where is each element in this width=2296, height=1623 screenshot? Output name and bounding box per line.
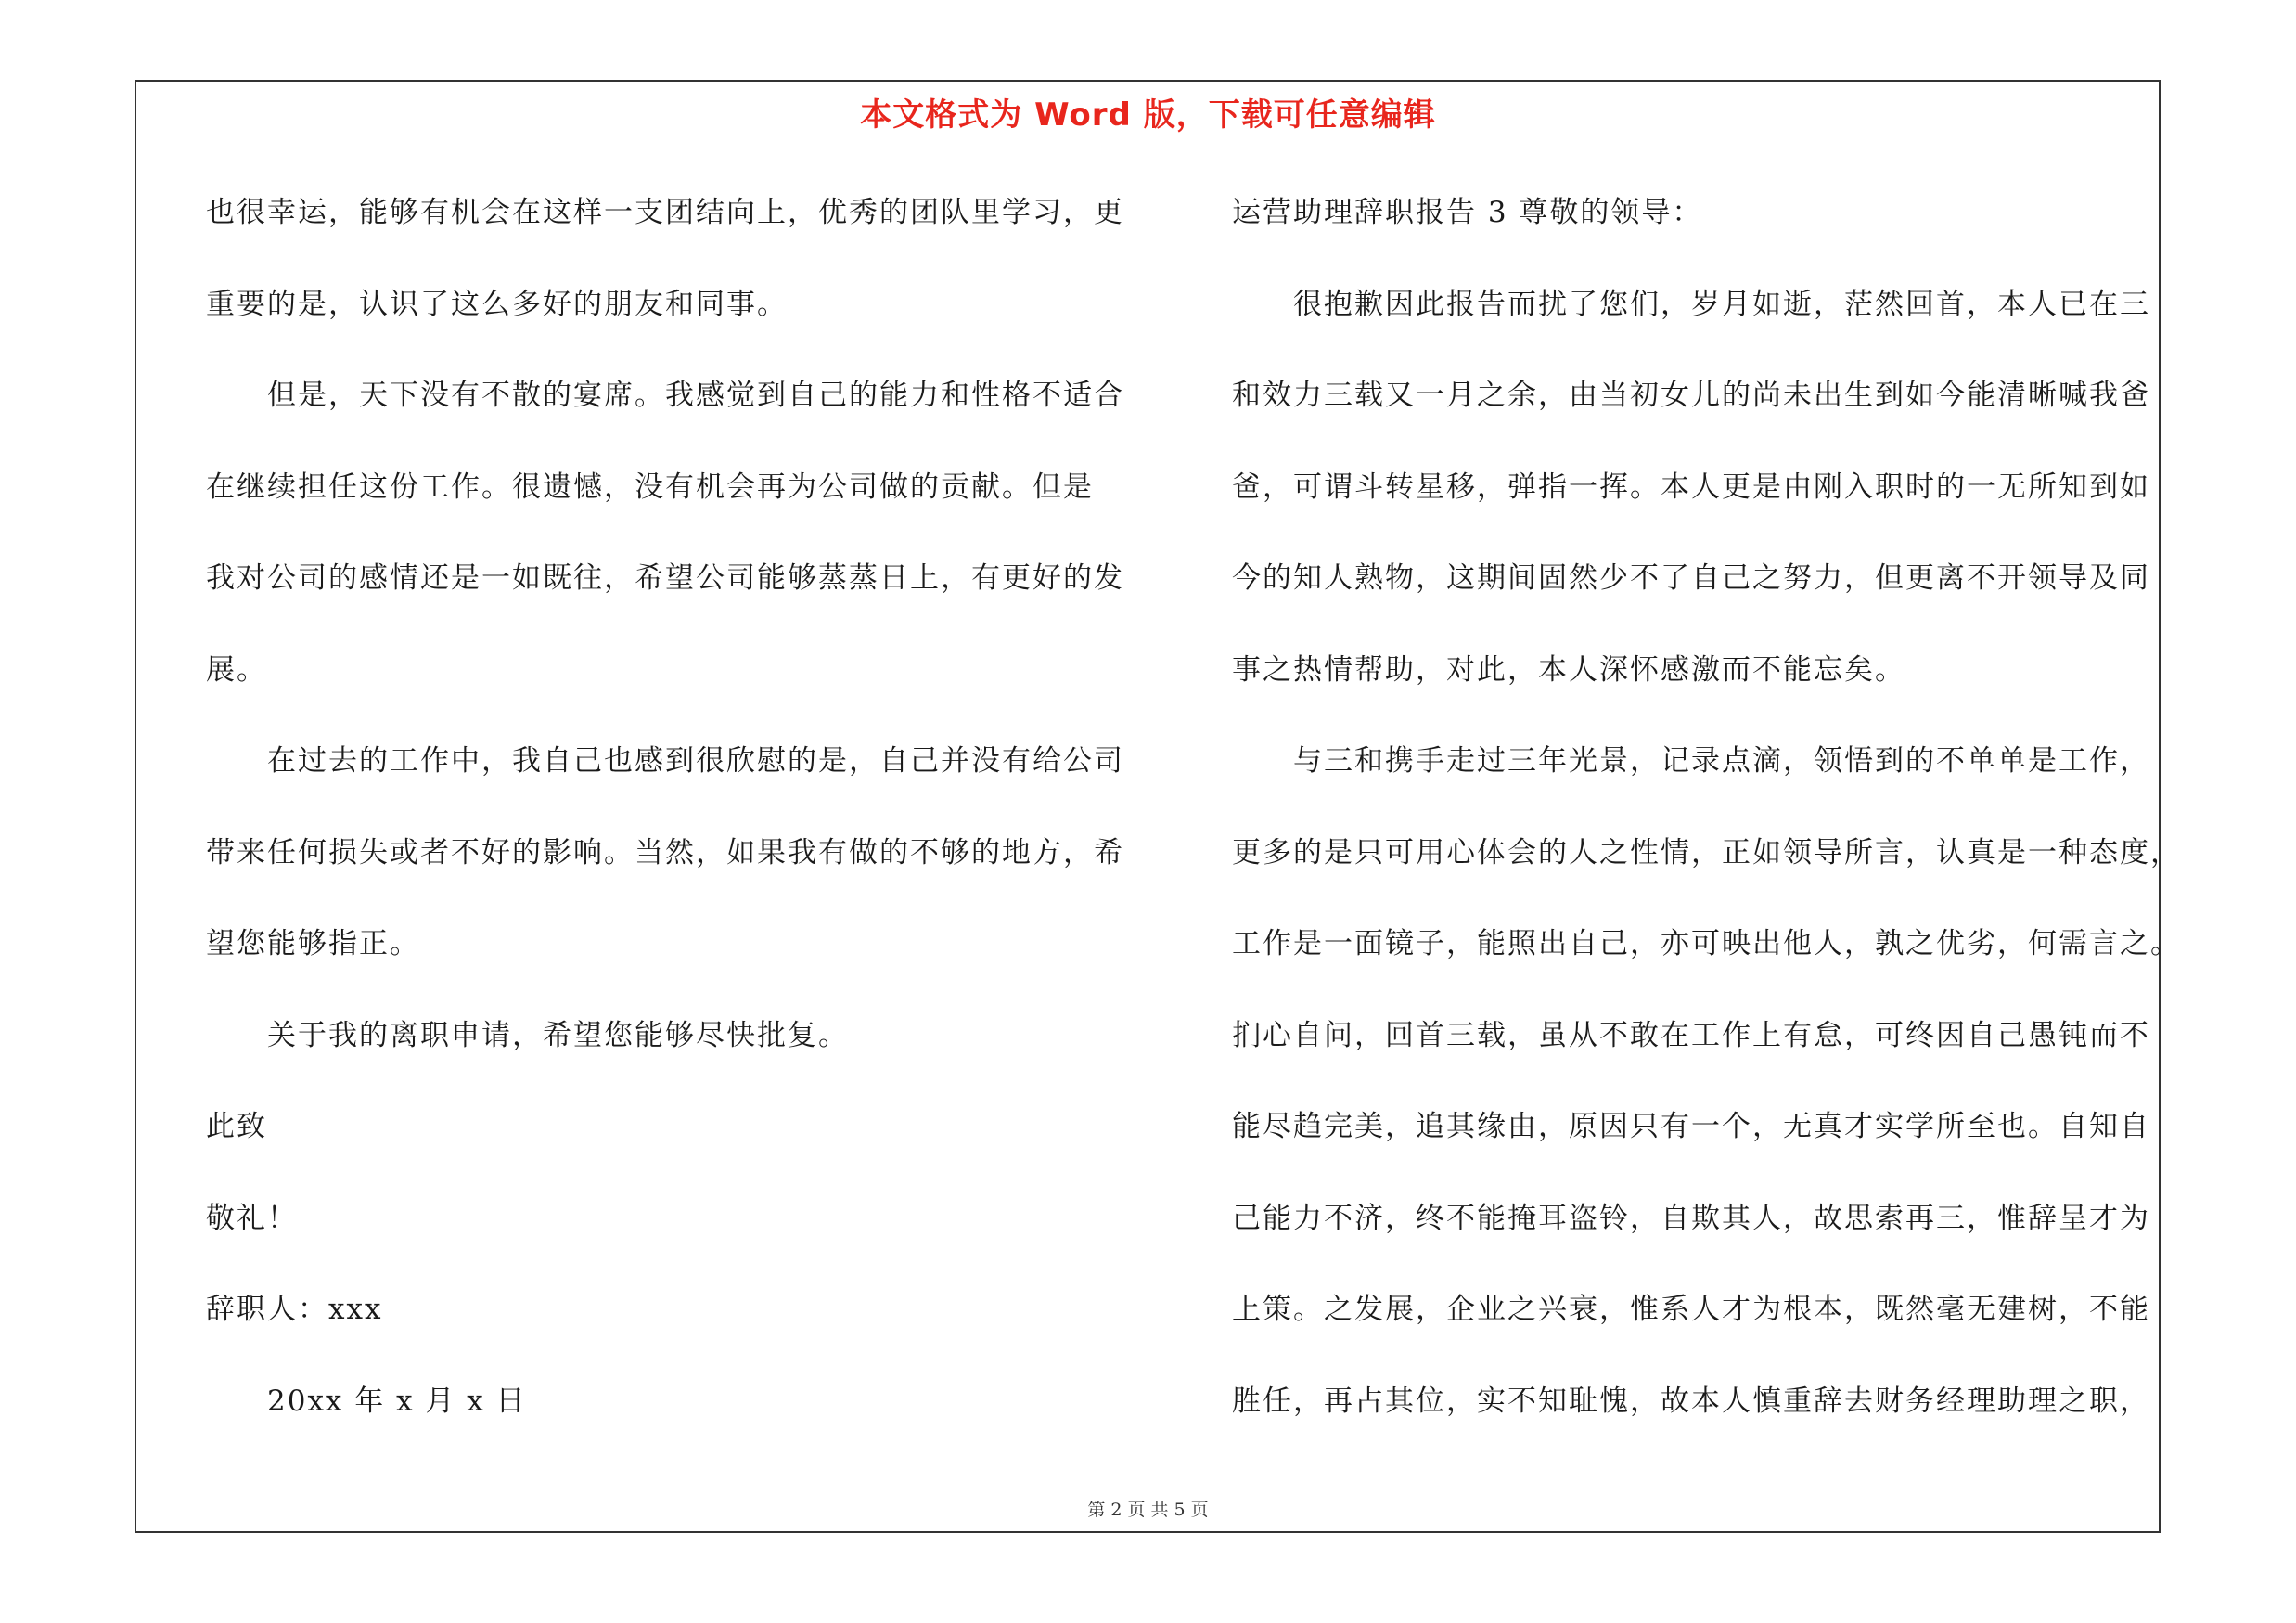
text-line: 也很幸运，能够有机会在这样一支团结向上，优秀的团队里学习，更 <box>206 196 1124 229</box>
text-line: 己能力不济，终不能掩耳盗铃，自欺其人，故思索再三，惟辞呈才为 <box>1232 1201 2150 1235</box>
text-line: 此致 <box>206 1110 267 1143</box>
right-column <box>1232 180 2181 1460</box>
text-line: 与三和携手走过三年光景，记录点滴，领悟到的不单单是工作， <box>1232 744 2150 778</box>
text-line: 今的知人熟物，这期间固然少不了自己之努力，但更离不开领导及同 <box>1232 561 2150 595</box>
text-line: 胜任，再占其位，实不知耻愧，故本人慎重辞去财务经理助理之职， <box>1232 1384 2150 1418</box>
left-column <box>206 180 1134 1460</box>
page-number-footer: 第 2 页 共 5 页 <box>1087 1500 1209 1520</box>
text-line: 扪心自问，回首三载，虽从不敢在工作上有怠，可终因自己愚钝而不 <box>1232 1018 2150 1052</box>
text-line: 工作是一面镜子，能照出自己，亦可映出他人，孰之优劣，何需言之。 <box>1232 927 2181 960</box>
text-line: 很抱歉因此报告而扰了您们，岁月如逝，茫然回首，本人已在三 <box>1232 287 2150 321</box>
text-line: 20xx 年 x 月 x 日 <box>206 1384 527 1418</box>
format-banner: 本文格式为 Word 版，下载可任意编辑 <box>860 97 1436 134</box>
text-line: 爸，可谓斗转星移，弹指一挥。本人更是由刚入职时的一无所知到如 <box>1232 470 2150 504</box>
text-line: 上策。之发展，企业之兴衰，惟系人才为根本，既然毫无建树，不能 <box>1232 1293 2150 1326</box>
text-line: 运营助理辞职报告 3 尊敬的领导： <box>1232 196 1703 229</box>
text-line: 辞职人：xxx <box>206 1293 383 1326</box>
text-line: 和效力三载又一月之余，由当初女儿的尚未出生到如今能清晰喊我爸 <box>1232 379 2150 412</box>
text-line: 望您能够指正。 <box>206 927 420 960</box>
text-line: 带来任何损失或者不好的影响。当然，如果我有做的不够的地方，希 <box>206 835 1124 869</box>
text-line: 我对公司的感情还是一如既往，希望公司能够蒸蒸日上，有更好的发 <box>206 561 1124 595</box>
text-line: 能尽趋完美，追其缘由，原因只有一个，无真才实学所至也。自知自 <box>1232 1110 2150 1143</box>
text-line: 展。 <box>206 652 267 687</box>
text-line: 更多的是只可用心体会的人之性情，正如领导所言，认真是一种态度， <box>1232 835 2181 869</box>
text-line: 但是，天下没有不散的宴席。我感觉到自己的能力和性格不适合 <box>206 379 1124 412</box>
text-line: 重要的是，认识了这么多好的朋友和同事。 <box>206 287 788 321</box>
text-line: 关于我的离职申请，希望您能够尽快批复。 <box>206 1018 849 1052</box>
text-line: 敬礼！ <box>206 1201 298 1235</box>
text-line: 在过去的工作中，我自己也感到很欣慰的是，自己并没有给公司 <box>206 744 1124 778</box>
text-line: 事之热情帮助，对此，本人深怀感激而不能忘矣。 <box>1232 652 1905 687</box>
text-line: 在继续担任这份工作。很遗憾，没有机会再为公司做的贡献。但是 <box>206 470 1094 504</box>
